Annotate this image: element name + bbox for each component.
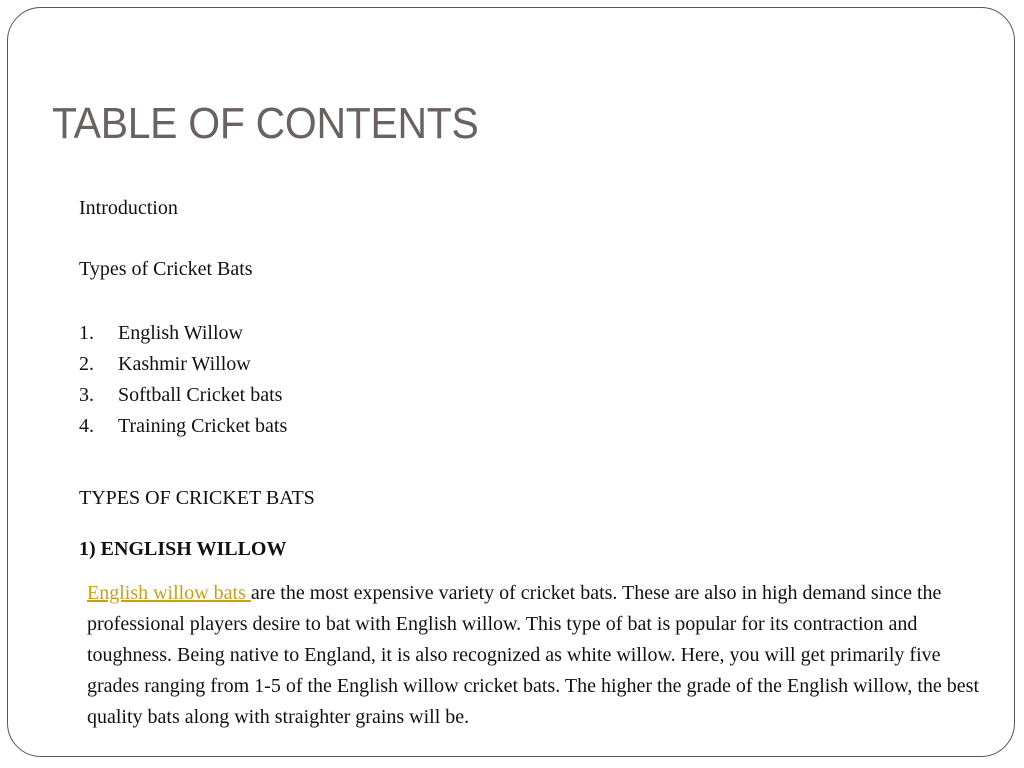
page-title: TABLE OF CONTENTS: [52, 99, 479, 148]
list-item-label: Softball Cricket bats: [118, 384, 283, 406]
list-item: [79, 380, 287, 411]
list-number: 3.: [79, 384, 94, 406]
list-item: [79, 411, 287, 442]
intro-item: Introduction: [79, 197, 178, 219]
english-willow-link[interactable]: English willow bats: [87, 582, 251, 604]
list-item: [79, 349, 287, 380]
list-number: 1.: [79, 322, 94, 344]
subheading: 1) ENGLISH WILLOW: [79, 538, 287, 560]
section-heading: TYPES OF CRICKET BATS: [79, 487, 315, 509]
list-item-label: Kashmir Willow: [118, 353, 251, 375]
english-willow-paragraph: [87, 578, 987, 733]
list-number: 2.: [79, 353, 94, 375]
list-number: 4.: [79, 415, 94, 437]
paragraph-body: are the most expensive variety of cricket bats. These are also in high demand since the professional players desire to bat with English willow. This type of bat is popular for its contraction and toughness. Being native to England, it is also recognized as white willow. Here, you will get primarily five grades ranging from 1-5 of the English willow cricket bats. The higher the grade of the English willow, the best quality bats along with straighter grains will be.: [87, 582, 980, 728]
bat-types-list: [79, 318, 287, 442]
list-item-label: Training Cricket bats: [118, 415, 288, 437]
list-item-label: English Willow: [118, 322, 243, 344]
types-heading: Types of Cricket Bats: [79, 258, 253, 280]
list-item: [79, 318, 287, 349]
